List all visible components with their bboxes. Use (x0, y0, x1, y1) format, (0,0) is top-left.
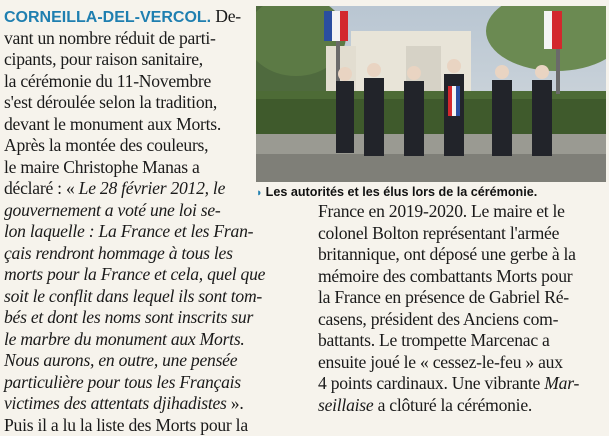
article-line: France en 2019-2020. Le maire et le (318, 201, 608, 223)
article-right-column (318, 201, 608, 416)
caption-bullet-icon: ◗ (256, 187, 263, 199)
article-text: De- (211, 6, 241, 26)
quote-text: particulière pour tous les Français (4, 372, 241, 392)
article-line: vant un nombre réduit de parti- (4, 28, 304, 50)
article-line: le maire Christophe Manas a (4, 157, 304, 179)
quote-line (4, 264, 304, 286)
quote-line (4, 372, 304, 394)
article-text: a clôturé la cérémonie. (373, 395, 532, 415)
article-placename: CORNEILLA-DEL-VERCOL. (4, 9, 211, 26)
quote-line (4, 329, 304, 351)
photo-caption (256, 183, 608, 201)
ceremony-photo-image (256, 6, 606, 182)
photo-caption-text: Les autorités et les élus lors de la cérémonie. (266, 185, 538, 199)
article-line: casens, président des Anciens com- (318, 309, 608, 331)
quote-text: victimes des attentats djihadistes (4, 393, 227, 413)
quote-text: çais rendront hommage à tous les (4, 243, 233, 263)
quote-text: bés et dont les noms sont inscrits sur (4, 307, 253, 327)
quote-line (4, 200, 304, 222)
article-text: 4 points cardinaux. Une vibrante (318, 373, 540, 393)
quote-text: gouvernement a voté une loi se- (4, 200, 221, 220)
article-line: la France en présence de Gabriel Ré- (318, 287, 608, 309)
article-line: ensuite joué le « cessez-le-feu » aux (318, 352, 608, 374)
song-title: seillaise (318, 395, 373, 415)
quote-line (4, 350, 304, 372)
article-line: s'est déroulée selon la tradition, (4, 92, 304, 114)
article-line: britannique, ont déposé une gerbe à la (318, 244, 608, 266)
article-line: Après la montée des couleurs, (4, 135, 304, 157)
article-line: la cérémonie du 11-Novembre (4, 71, 304, 93)
quote-text: Nous aurons, en outre, une pensée (4, 350, 237, 370)
article-line: Puis il a lu la liste des Morts pour la (4, 415, 304, 436)
quote-line (4, 243, 304, 265)
quote-text: lon laquelle : La France et les Fran- (4, 221, 253, 241)
quote-line (4, 393, 304, 415)
article-line (318, 395, 608, 417)
quote-line (4, 286, 304, 308)
article-line: mémoire des combattants Morts pour (318, 266, 608, 288)
article-line (318, 373, 608, 395)
song-title: Mar- (540, 373, 579, 393)
quote-text: morts pour la France et cela, quel que (4, 264, 265, 284)
quote-text: le marbre du monument aux Morts. (4, 329, 245, 349)
article-line: devant le monument aux Morts. (4, 114, 304, 136)
article-line: cipants, pour raison sanitaire, (4, 49, 304, 71)
quote-text: Le 28 février 2012, le (75, 178, 226, 198)
quote-line (4, 221, 304, 243)
quote-line (4, 307, 304, 329)
article-text: déclaré : « (4, 178, 75, 198)
article-line: colonel Bolton représentant l'armée (318, 223, 608, 245)
ceremony-photo (256, 6, 606, 182)
article-text: ». (227, 393, 244, 413)
quote-text: soit le conflit dans lequel ils sont tom- (4, 286, 262, 306)
article-line: battants. Le trompette Marcenac a (318, 330, 608, 352)
